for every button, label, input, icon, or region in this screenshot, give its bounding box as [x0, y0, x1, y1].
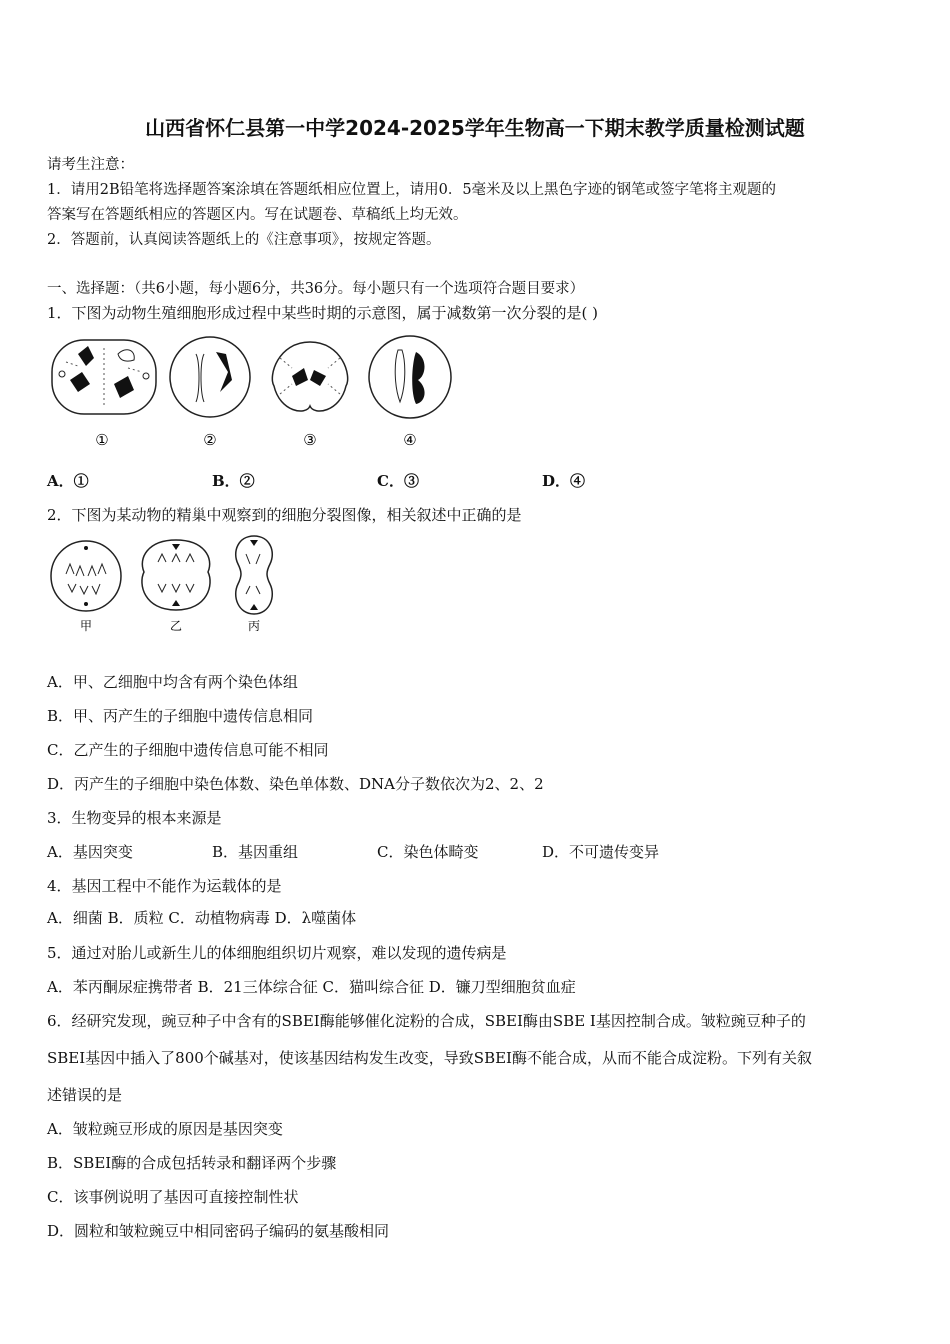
q6-stem-line-3: 述错误的是: [47, 1086, 123, 1104]
q6-option-c: C．该事例说明了基因可直接控制性状: [47, 1188, 299, 1206]
fig-label-1: ①: [95, 431, 109, 449]
q4-options: A．细菌 B．质粒 C．动植物病毒 D．λ噬菌体: [47, 909, 357, 927]
q3-stem: 3．生物变异的根本来源是: [47, 809, 222, 827]
q3-option-d: D．不可遗传变异: [542, 843, 660, 861]
cell-diagram-2: [170, 337, 250, 417]
q3-option-c: C．染色体畸变: [377, 843, 479, 861]
notice-line-3: 2．答题前，认真阅读答题纸上的《注意事项》，按规定答题。: [47, 232, 441, 248]
cell-diagram-jia: [51, 541, 121, 611]
fig-label-3: ③: [303, 431, 317, 449]
fig-label-yi: 乙: [169, 619, 183, 633]
cell-diagram-4: [369, 336, 451, 418]
q1-stem: 1．下图为动物生殖细胞形成过程中某些时期的示意图，属于减数第一次分裂的是( ): [47, 304, 599, 322]
q6-option-b: B．SBEI酶的合成包括转录和翻译两个步骤: [47, 1154, 337, 1172]
q2-figure: [48, 534, 288, 640]
q6-option-d: D．圆粒和皱粒豌豆中相同密码子编码的氨基酸相同: [47, 1222, 390, 1240]
q2-option-a: A．甲、乙细胞中均含有两个染色体组: [47, 673, 298, 691]
q1-option-a: A．①: [47, 472, 89, 490]
q6-stem-line-1: 6．经研究发现，豌豆种子中含有的SBEI酶能够催化淀粉的合成，SBEI酶由SBE I基因控制合成。皱粒豌豆种子的: [47, 1012, 806, 1030]
notice-heading: 请考生注意：: [47, 157, 134, 173]
q5-stem: 5．通过对胎儿或新生儿的体细胞组织切片观察，难以发现的遗传病是: [47, 944, 507, 962]
q1-option-b: B．②: [212, 472, 255, 490]
q6-stem-line-2: SBEI基因中插入了800个碱基对，使该基因结构发生改变，导致SBEI酶不能合成，从而不能合成淀粉。下列有关叙: [47, 1049, 812, 1067]
q3-option-b: B．基因重组: [212, 843, 299, 861]
cell-diagram-yi: [142, 540, 210, 610]
q2-option-b: B．甲、丙产生的子细胞中遗传信息相同: [47, 707, 314, 725]
page-title: 山西省怀仁县第一中学2024-2025学年生物高一下期末教学质量检测试题: [145, 116, 805, 140]
q6-option-a: A．皱粒豌豆形成的原因是基因突变: [47, 1120, 283, 1138]
fig-label-4: ④: [403, 431, 417, 449]
fig-label-jia: 甲: [79, 619, 93, 633]
notice-line-2: 答案写在答题纸相应的答题区内。写在试题卷、草稿纸上均无效。: [47, 207, 468, 223]
q1-figure: [48, 332, 458, 457]
q4-stem: 4．基因工程中不能作为运载体的是: [47, 877, 282, 895]
q2-option-c: C．乙产生的子细胞中遗传信息可能不相同: [47, 741, 329, 759]
fig-label-bing: 丙: [247, 619, 261, 633]
q1-option-c: C．③: [377, 472, 419, 490]
fig-label-2: ②: [203, 431, 217, 449]
q2-option-d: D．丙产生的子细胞中染色体数、染色单体数、DNA分子数依次为2、2、2: [47, 775, 544, 793]
notice-line-1: 1．请用2B铅笔将选择题答案涂填在答题纸相应位置上，请用0．5毫米及以上黑色字迹的钢笔或签字笔将主观题的: [47, 182, 777, 198]
q5-options: A．苯丙酮尿症携带者 B．21三体综合征 C．猫叫综合征 D．镰刀型细胞贫血症: [47, 978, 576, 996]
cell-diagram-1: [52, 340, 156, 414]
section-heading: 一、选择题：（共6小题，每小题6分，共36分。每小题只有一个选项符合题目要求）: [47, 281, 585, 297]
q3-option-a: A．基因突变: [47, 843, 133, 861]
q1-option-d: D．④: [542, 472, 586, 490]
cell-diagram-bing: [236, 536, 273, 614]
cell-diagram-3: [272, 342, 347, 411]
q2-stem: 2．下图为某动物的精巢中观察到的细胞分裂图像，相关叙述中正确的是: [47, 506, 522, 524]
